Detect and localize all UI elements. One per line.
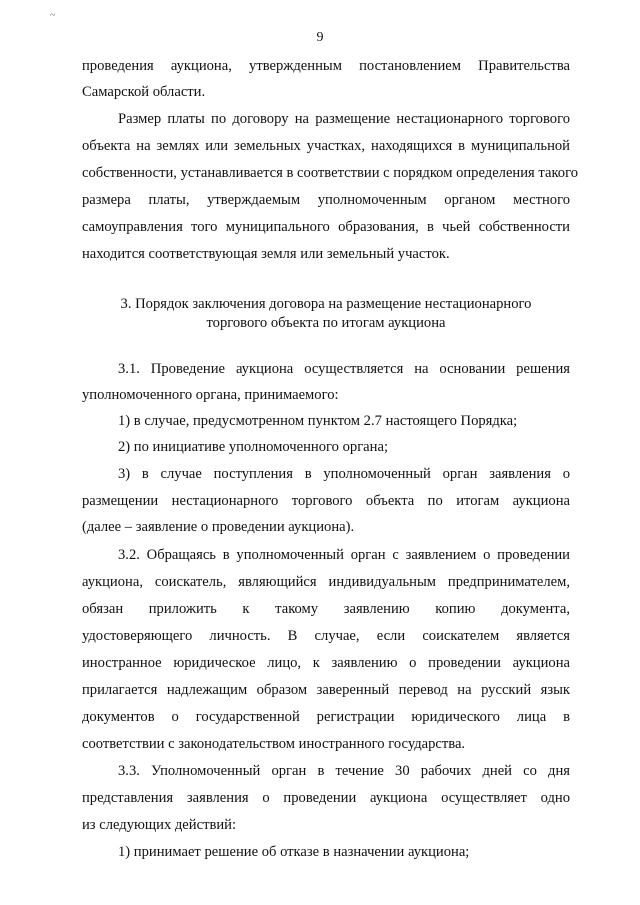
paragraph-line: (далее – заявление о проведении аукциона).: [82, 519, 355, 535]
paragraph-line: размещении нестационарного торгового объекта по итогам аукциона: [82, 493, 570, 509]
paragraph-line: аукциона, соискатель, являющийся индивидуальным предпринимателем,: [82, 574, 570, 590]
page-number: 9: [316, 30, 324, 45]
paragraph-line: обязан приложить к такому заявлению копию документа,: [82, 601, 570, 617]
paragraph-line: удостоверяющего личность. В случае, если соискателем является: [82, 628, 570, 644]
list-item: 1) в случае, предусмотренном пунктом 2.7 настоящего Порядка;: [118, 413, 518, 429]
paragraph-line: самоуправления того муниципального образования, в чьей собственности: [82, 219, 570, 235]
paragraph-line: из следующих действий:: [82, 817, 237, 833]
paragraph-line: собственности, устанавливается в соответствии с порядком определения такого: [82, 165, 579, 181]
paragraph-line: 3.3. Уполномоченный орган в течение 30 рабочих дней со дня: [118, 763, 570, 779]
paragraph-line: Самарской области.: [82, 84, 206, 100]
paragraph-line: проведения аукциона, утвержденным постановлением Правительства: [82, 58, 570, 74]
paragraph-line: соответствии с законодательством иностранного государства.: [82, 736, 466, 752]
paragraph-line: Размер платы по договору на размещение нестационарного торгового: [118, 111, 570, 127]
paragraph-line: находится соответствующая земля или земельный участок.: [82, 246, 450, 262]
scan-mark: ~: [50, 10, 56, 21]
list-item: 3) в случае поступления в уполномоченный орган заявления о: [118, 466, 570, 482]
paragraph-line: документов о государственной регистрации юридического лица в: [82, 709, 570, 725]
list-item: 1) принимает решение об отказе в назначении аукциона;: [118, 844, 470, 860]
section-heading: торгового объекта по итогам аукциона: [206, 315, 446, 331]
paragraph-line: иностранное юридическое лицо, к заявлению о проведении аукциона: [82, 655, 570, 671]
paragraph-line: уполномоченного органа, принимаемого:: [82, 387, 339, 403]
paragraph-line: 3.1. Проведение аукциона осуществляется на основании решения: [118, 361, 570, 377]
paragraph-line: размера платы, утверждаемым уполномоченным органом местного: [82, 192, 570, 208]
paragraph-line: объекта на землях или земельных участках, находящихся в муниципальной: [82, 138, 570, 154]
paragraph-line: 3.2. Обращаясь в уполномоченный орган с заявлением о проведении: [118, 547, 570, 563]
list-item: 2) по инициативе уполномоченного органа;: [118, 439, 389, 455]
paragraph-line: представления заявления о проведении аукциона осуществляет одно: [82, 790, 570, 806]
paragraph-line: прилагается надлежащим образом заверенный перевод на русский язык: [82, 682, 570, 698]
section-heading: 3. Порядок заключения договора на размещение нестационарного: [120, 296, 532, 312]
